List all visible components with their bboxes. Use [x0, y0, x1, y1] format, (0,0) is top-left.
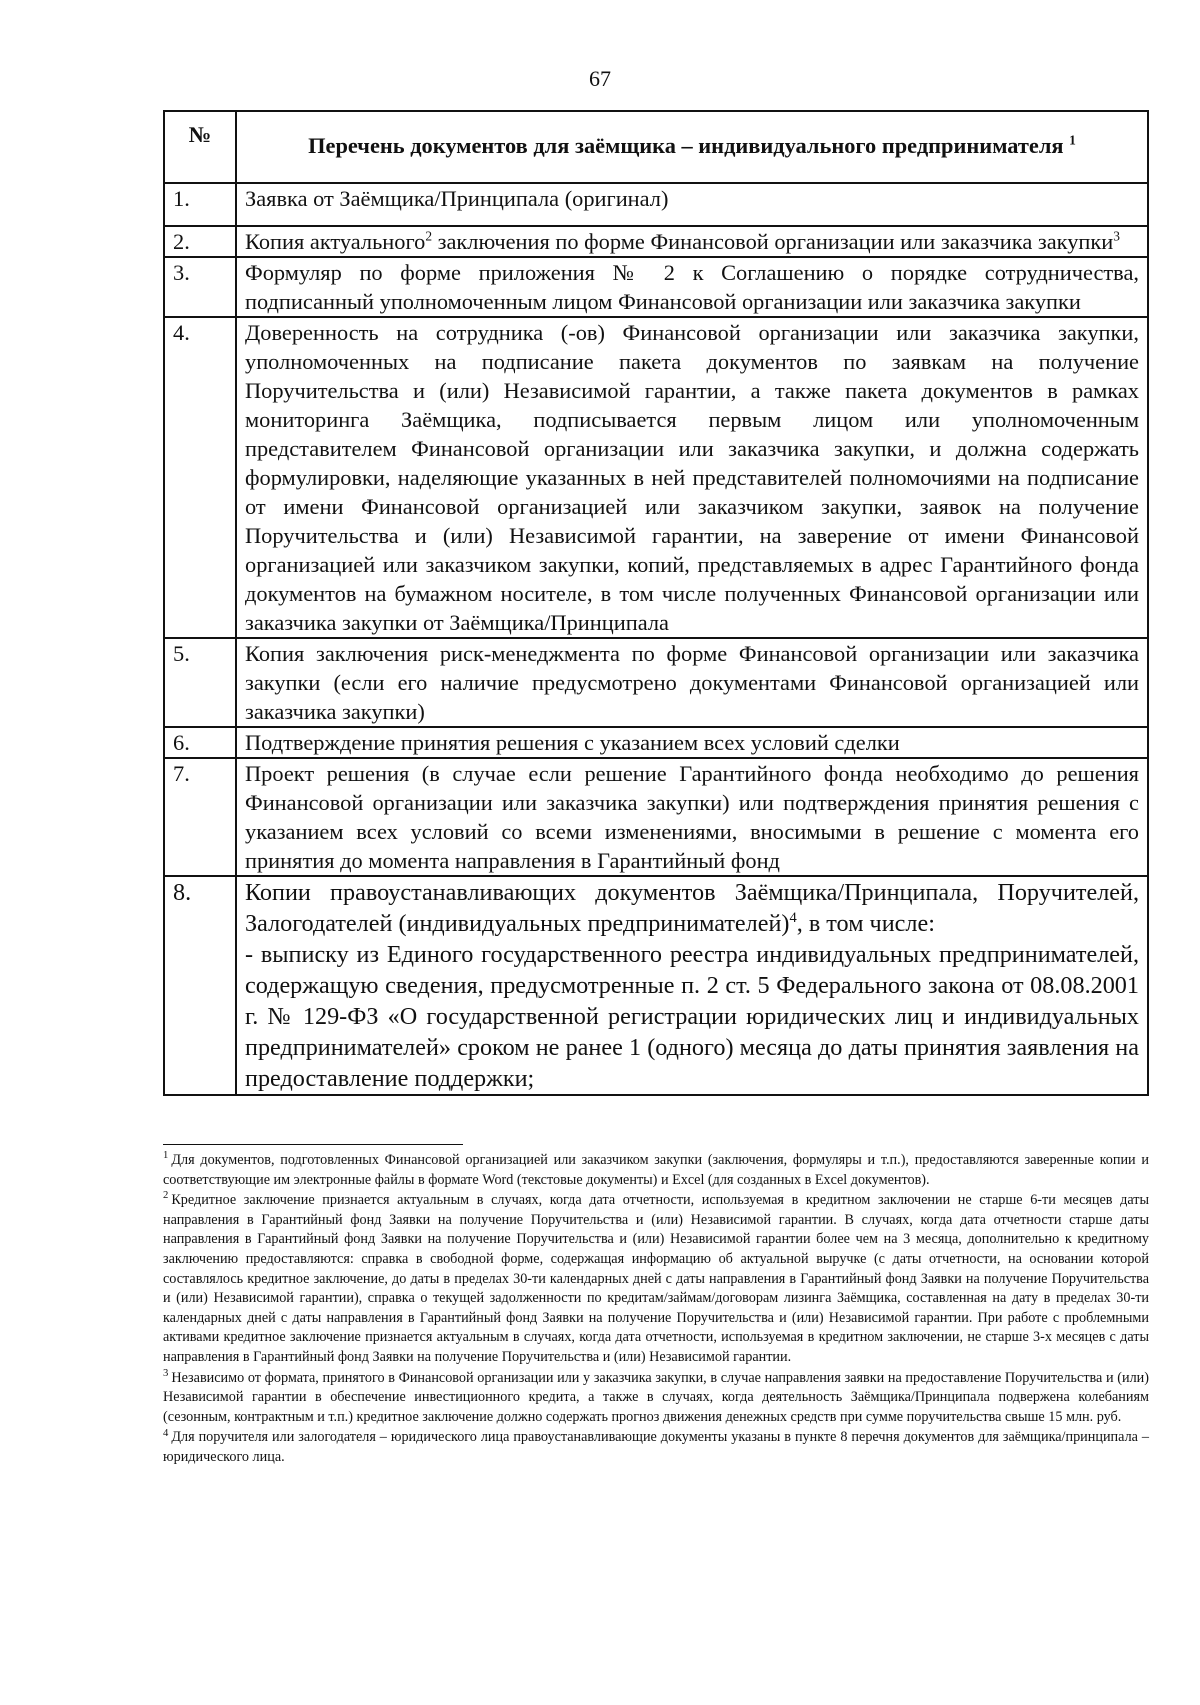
footnote-ref-1: 1 [1069, 132, 1076, 148]
row-text: Копия заключения риск-менеджмента по форме Финансовой организации или заказчика закупки (если его наличие предусмотрено документами Финансовой организацией или заказчика закупки) [236, 638, 1148, 727]
row-text-part: , в том числе: [796, 910, 935, 937]
table-row [164, 317, 1148, 638]
row-text-part: заключения по форме Финансовой организации или заказчика закупки [432, 229, 1114, 254]
table-row [164, 183, 1148, 226]
row-number: 7. [164, 758, 236, 876]
row-text [236, 876, 1148, 1095]
table-row [164, 257, 1148, 317]
table-row [164, 226, 1148, 257]
row-text-part: Копии правоустанавливающих документов Заёмщика/Принципала, Поручителей, Залогодателей (индивидуальных предпринимателей) [245, 879, 1139, 937]
row-text-part: - выписку из Единого государственного реестра индивидуальных предпринимателей, содержащую сведения, предусмотренные п. 2 ст. 5 Федерального закона от 08.08.2001 г. № 129-ФЗ «О государственной регистрации юридических лиц и индивидуальных предпринимателей» сроком не ранее 1 (одного) месяца до даты принятия заявления на предоставление поддержки; [245, 941, 1139, 1092]
footnote-text: Независимо от формата, принятого в Финансовой организации или у заказчика закупки, в случае направления заявки на предоставление Поручительства и (или) Независимой гарантии в обеспечение инвестиционного кредита, а также в случаях, когда деятельность Заёмщика/Принципала подвержена колебаниям (сезонным, контрактным и т.п.) кредитное заключение должно содержать прогноз движения денежных средств при сумме поручительства свыше 15 млн. руб. [163, 1369, 1149, 1425]
footnotes [163, 1151, 1149, 1469]
row-text: Проект решения (в случае если решение Гарантийного фонда необходимо до решения Финансовой организации или заказчика закупки) или подтверждения принятия решения с указанием всех условий со всеми изменениями, вносимыми в решение с момента его принятия до момента направления в Гарантийный фонд [236, 758, 1148, 876]
column-header-title [236, 111, 1148, 183]
table-header-row [164, 111, 1148, 183]
row-text-part: Копия актуального [245, 229, 426, 254]
footnote [163, 1191, 1149, 1367]
row-text [236, 226, 1148, 257]
column-header-number: № [164, 111, 236, 183]
row-text: Формуляр по форме приложения № 2 к Соглашению о порядке сотрудничества, подписанный уполномоченным лицом Финансовой организации или заказчика закупки [236, 257, 1148, 317]
footnote-ref-4: 4 [789, 909, 797, 926]
footnote-text: Для документов, подготовленных Финансовой организацией или заказчиком закупки (заключения, формуляры и т.п.), предоставляются заверенные копии и соответствующие им электронные файлы в формате Word (текстовые документы) и Excel (для созданных в Excel документов). [163, 1152, 1149, 1188]
row-number: 3. [164, 257, 236, 317]
row-text: Заявка от Заёмщика/Принципала (оригинал) [236, 183, 1148, 226]
row-text: Доверенность на сотрудника (-ов) Финансовой организации или заказчика закупки, уполномоченных на подписание пакета документов по заявкам на получение Поручительства и (или) Независимой гарантии, а также пакета документов в рамках мониторинга Заёмщика, подписывается первым лицом или уполномоченным представителем Финансовой организации или заказчика закупки, и должна содержать формулировки, наделяющие указанных в ней представителей полномочиями на подписание от имени Финансовой организацией или заказчиком закупки, заявок на получение Поручительства и (или) Независимой гарантии, на заверение от имени Финансовой организацией или заказчиком закупки, копий, представляемых в адрес Гарантийного фонда документов на бумажном носителе, в том числе полученных Финансовой организации или заказчика закупки от Заёмщика/Принципала [236, 317, 1148, 638]
table-row [164, 727, 1148, 758]
documents-table [163, 110, 1149, 1096]
row-number: 4. [164, 317, 236, 638]
table-row [164, 876, 1148, 1095]
footnote-mark: 4 [163, 1427, 169, 1439]
page-number: 67 [589, 66, 611, 91]
row-number: 6. [164, 727, 236, 758]
row-number: 2. [164, 226, 236, 257]
footnote-mark: 3 [163, 1367, 169, 1379]
footnote-text: Кредитное заключение признается актуальным в случаях, когда дата отчетности, используемая в кредитном заключении не старше 6-ти месяцев даты направления в Гарантийный фонд Заявки на получение Поручительства и (или) Независимой гарантии. В случаях, когда дата отчетности старше даты направления в Гарантийный фонд Заявки на получение Поручительства и (или) Независимой гарантии более чем на 3 месяца, дополнительно к кредитному заключению предоставляются: справка в свободной форме, содержащая информацию об актуальной выручке (с даты отчетности, на основании которой составлялось кредитное заключение, до даты в пределах 30-ти календарных дней с даты направления в Гарантийный фонд Заявки на получение Поручительства и (или) Независимой гарантии), справка о текущей задолженности по кредитам/займам/договорам лизинга Заёмщика, составленная на дату в пределах 30-ти календарных дней с даты направления в Гарантийный фонд Заявки на получение Поручительства и (или) Независимой гарантии. При работе с проблемными активами кредитное заключение признается актуальным в случаях, когда дата отчетности, используемая в кредитном заключении, не старше 3-х месяцев с даты направления в Гарантийный фонд Заявки на получение Поручительства и (или) Независимой гарантии. [163, 1192, 1149, 1365]
footnote-separator [163, 1144, 463, 1145]
footnote-ref-2: 2 [425, 228, 433, 244]
table-title: Перечень документов для заёмщика – индивидуального предпринимателя [308, 132, 1064, 158]
footnote-text: Для поручителя или залогодателя – юридического лица правоустанавливающие документы указаны в пункте 8 перечня документов для заёмщика/принципала – юридического лица. [163, 1429, 1149, 1465]
row-number: 5. [164, 638, 236, 727]
footnote-mark: 2 [163, 1190, 169, 1202]
footnote-mark: 1 [163, 1150, 169, 1162]
footnote [163, 1428, 1149, 1467]
footnote [163, 1151, 1149, 1190]
row-number: 8. [164, 876, 236, 1095]
row-number: 1. [164, 183, 236, 226]
table-row [164, 638, 1148, 727]
footnote [163, 1369, 1149, 1428]
table-row [164, 758, 1148, 876]
row-text: Подтверждение принятия решения с указанием всех условий сделки [236, 727, 1148, 758]
footnote-ref-3: 3 [1113, 228, 1120, 244]
